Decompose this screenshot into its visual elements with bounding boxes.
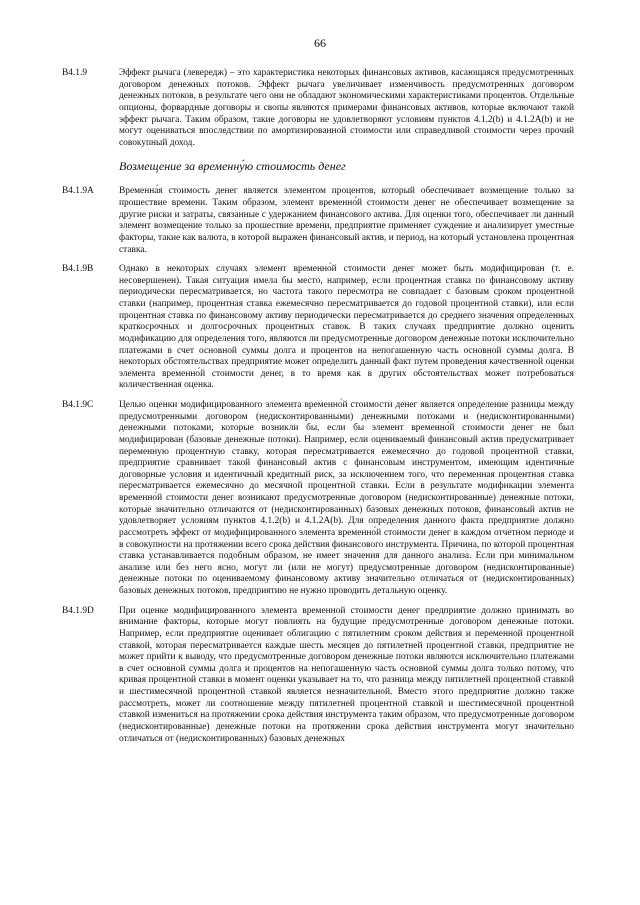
paragraph-number: B4.1.9 [62,68,88,78]
section-heading: Возмещение за временну́ю стоимость денег [119,159,346,174]
paragraph-number: B4.1.9D [62,605,94,616]
paragraph-text: Однако в некоторых случаях элемент временно́й стоимости денег может быть модифицирован (т. е. несовершенен). Такая ситуация имела бы место, например, если процентная ставка по финансовому активу периодически пересматривается, но частота такого пересмотра не совпадает с базовым сроком процентной ставки (например, процентная ставка ежемесячно пересматривается до годовой процентной ставки), или если процентная ставка по финансовому активу периодически пересматривается до среднего значения определенных краткосрочных и долгосрочных процентных ставок. В таких случаях предприятие должно оценить модификацию для определения того, являются ли предусмотренные договором денежные потоки исключительно платежами в счет основной суммы долга и процентов на непогашенную часть основной суммы долга. В некоторых обстоятельствах предприятие может определить данный факт путем проведения качественной оценки элемента временно́й стоимости денег, в то время как в других обстоятельствах может потребоваться количественная оценка. [119,264,574,391]
paragraph-text: Целью оценки модифицированного элемента временно́й стоимости денег является определение разницы между предусмотренными договором (недисконтированными) денежными потоками и (недисконтированными) денежными потоками, которые возникли бы, если бы элемент временно́й стоимости денег не был модифицирован (базовые денежные потоки). Например, если оцениваемый финансовый актив предусматривает переменную процентную ставку, которая пересматривается ежемесячно до годовой процентной ставки, предприятие сравнивает такой финансовый актив с финансовым инструментом, имеющим идентичные договорные условия и идентичный кредитный риск, за исключением того, что переменная процентная ставка пересматривается ежемесячно до месячной процентной ставки. Если в результате модификации элемента временно́й стоимости денег возникают предусмотренные договором (недисконтированные) денежные потоки, которые значительно отличаются от (недисконтированных) базовых денежных потоков, финансовый актив не удовлетворяет условиям пунктов 4.1.2(b) и 4.1.2A(b). Для определения данного факта предприятие должно рассмотреть эффект от модифицированного элемента временно́й стоимости денег в каждом отчетном периоде и в совокупности на протяжении всего срока действия финансового инструмента. Причина, по которой процентная ставка устанавливается подобным образом, не имеет значения для данного анализа. Если при минимальном анализе или без него ясно, могут ли (или не могут) предусмотренные договором (недисконтированные) денежные потоки по оцениваемому финансовому активу значительно отличаться от (недисконтированных) базовых денежных потоков, предприятию не нужно проводить детальную оценку. [119,400,574,596]
paragraph-b4-1-9d [62,606,574,746]
paragraph-b4-1-9 [62,68,574,149]
paragraph-number: B4.1.9B [62,264,94,275]
paragraph-text: Эффект рычага (левередж) – это характеристика некоторых финансовых активов, касающаяся предусмотренных договором денежных потоков. Эффект рычага увеличивает изменчивость предусмотренных договором денежных потоков, в результате чего они не обладают экономическими характеристиками процентов. Отдельные опционы, форвардные договоры и свопы являются примерами финансовых активов, которые включают такой эффект рычага. Таким образом, такие договоры не удовлетворяют условиям пунктов 4.1.2(b) и 4.1.2A(b) и не могут оцениваться впоследствии по амортизированной стоимости или справедливой стоимости через прочий совокупный доход. [119,68,574,148]
paragraph-number: B4.1.9C [62,400,94,410]
paragraph-text: Временна́я стоимость денег является элементом процентов, который обеспечивает возмещение только за прошествие времени. Таким образом, элемент временно́й стоимости денег не обеспечивает возмещение за другие риски и затраты, связанные с удержанием финансового актива. Для оценки того, обеспечивает ли данный элемент возмещение только за прошествие времени, предприятие применяет суждение и анализирует уместные факторы, такие как валюта, в которой выражен финансовый актив, и период, на который установлена процентная ставка. [119,186,574,255]
paragraph-text: При оценке модифицированного элемента временной стоимости денег предприятие должно принимать во внимание факторы, которые могут повлиять на будущие предусмотренные договором денежные потоки. Например, если предприятие оценивает облигацию с пятилетним сроком действия и переменной процентной ставкой, которая пересматривается каждые шесть месяцев до пятилетней процентной ставки, предприятие не может прийти к выводу, что предусмотренные договором денежные потоки являются исключительно платежами в счет основной суммы долга и процентов на непогашенную часть основной суммы долга только потому, что кривая процентной ставки в момент оценки указывает на то, что разница между пятилетней процентной ставкой и шестимесячной процентной ставкой является незначительной. Вместо этого предприятие должно также рассмотреть, может ли соотношение между пятилетней процентной ставкой и шестимесячной процентной ставкой измениться на протяжении срока действия инструмента таким образом, что предусмотренные договором (недисконтированные) денежные потоки на протяжении срока действия инструмента могут значительно отличаться от (недисконтированных) базовых денежных [119,605,574,744]
paragraph-b4-1-9b [62,264,574,392]
paragraph-number: B4.1.9A [62,186,94,197]
paragraph-b4-1-9c [62,400,574,598]
paragraph-b4-1-9a [62,186,574,256]
document-body [62,68,574,753]
page-number: 66 [314,36,326,50]
